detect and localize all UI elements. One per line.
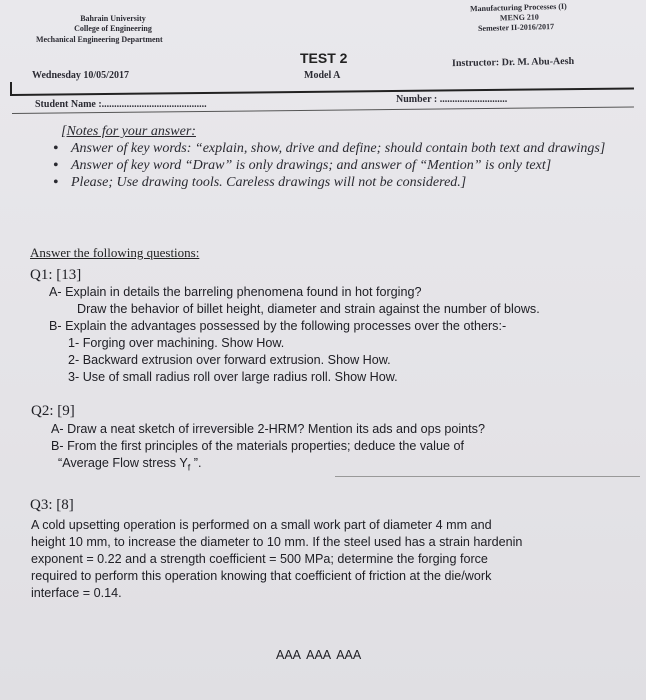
q1-part-a: A- Explain in details the barreling phenomena found in hot forging? xyxy=(49,285,422,299)
number-field[interactable]: Number : ........................... xyxy=(396,94,508,105)
q3-heading: Q3: [8] xyxy=(30,497,74,513)
notes-title: [Notes for your answer: xyxy=(61,124,196,139)
note-item: • Answer of key words: “explain, show, drive and define; should contain both text and drawings] xyxy=(53,140,631,157)
q1-part-b-item3: 3- Use of small radius roll over large radius roll. Show How. xyxy=(68,370,398,384)
q3-line: required to perform this operation knowing that coefficient of friction at the die/work xyxy=(31,569,492,583)
university-name: Bahrain University xyxy=(80,14,146,23)
note-item: • Please; Use drawing tools. Careless drawings will not be considered.] xyxy=(53,174,631,191)
q2-part-b: B- From the first principles of the materials properties; deduce the value of xyxy=(51,439,464,453)
exam-date: Wednesday 10/05/2017 xyxy=(32,70,129,81)
q2-heading: Q2: [9] xyxy=(31,403,75,419)
instructions-heading: Answer the following questions: xyxy=(30,245,200,260)
q1-part-b-item2: 2- Backward extrusion over forward extrusion. Show How. xyxy=(68,353,391,367)
q3-line: height 10 mm, to increase the diameter to 10 mm. If the steel used has a strain hardenin xyxy=(31,535,523,549)
model-label: Model A xyxy=(304,70,341,81)
department-name: Mechanical Engineering Department xyxy=(36,35,163,44)
q2-part-b-line2 xyxy=(58,455,201,477)
test-title: TEST 2 xyxy=(300,50,348,66)
q3-line: exponent = 0.22 and a strength coefficient = 500 MPa; determine the forging force xyxy=(31,552,488,566)
q1-part-b-item1: 1- Forging over machining. Show How. xyxy=(68,336,285,350)
notes-block xyxy=(61,123,621,191)
q2-part-a: A- Draw a neat sketch of irreversible 2-HRM? Mention its ads and ops points? xyxy=(51,422,485,436)
footer-text: AAA AAA AAA xyxy=(276,648,362,662)
student-name-field[interactable]: Student Name :.......................................... xyxy=(35,99,207,110)
note-item: • Answer of key word “Draw” is only drawings; and answer of “Mention” is only text] xyxy=(53,157,631,174)
q2-formula-text: “Average Flow stress Y xyxy=(58,456,188,470)
q3-line: A cold upsetting operation is performed on a small work part of diameter 4 mm and xyxy=(31,518,492,532)
q1-heading: Q1: [13] xyxy=(30,267,82,283)
q2-rule xyxy=(335,476,640,477)
semester: Semester II-2016/2017 xyxy=(477,22,555,33)
q2-formula-subscript: f xyxy=(187,462,191,473)
q1-part-a-line2: Draw the behavior of billet height, diameter and strain against the number of blows. xyxy=(77,302,540,316)
college-name: College of Engineering xyxy=(74,24,152,33)
q2-formula-end: ”. xyxy=(190,456,202,470)
q1-part-b: B- Explain the advantages possessed by the following processes over the others:- xyxy=(49,319,507,333)
instructor-name: Instructor: Dr. M. Abu-Aesh xyxy=(451,55,575,70)
course-code: MENG 210 xyxy=(499,12,539,23)
q3-line: interface = 0.14. xyxy=(31,586,122,600)
course-title: Manufacturing Processes (I) xyxy=(469,1,567,14)
header-rule xyxy=(12,87,634,95)
